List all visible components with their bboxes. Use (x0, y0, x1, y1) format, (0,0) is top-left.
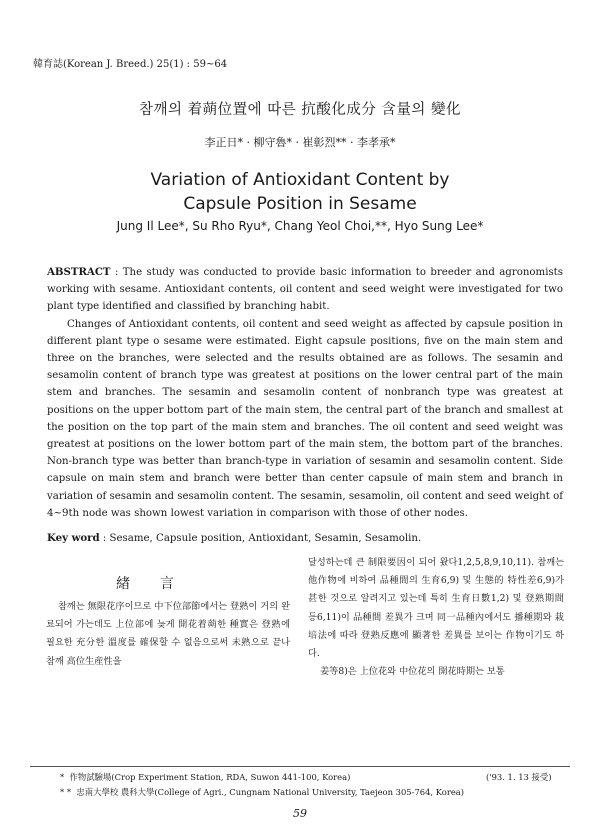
footnote-2 (60, 786, 464, 798)
korean-authors: 李正日* · 柳守魯* · 崔彰烈** · 李孝承* (204, 136, 396, 149)
section-heading-introduction: 緖言 (116, 576, 204, 592)
abstract (47, 264, 563, 522)
english-title-line1: Variation of Antioxidant Content by (150, 170, 450, 190)
keywords-label: Key word (47, 532, 100, 544)
english-authors: Jung Il Lee*, Su Rho Ryu*, Chang Yeol Choi,**, Hyo Sung Lee* (116, 219, 484, 233)
body-column-left (46, 598, 290, 671)
korean-title: 참깨의 着蒴位置에 따른 抗酸化成分 含量의 變化 (138, 102, 462, 118)
keywords-text: : Sesame, Capsule position, Antioxidant, Sesamin, Sesamolin. (99, 533, 422, 544)
received-date: ('93. 1. 13 接受) (486, 772, 552, 782)
keywords (47, 532, 563, 544)
english-title (0, 168, 600, 216)
footnote-2-mark: * * (60, 787, 72, 797)
abstract-text-1: : The study was conducted to provide basic information to breeder and agronomists working with sesame. Antioxidant contents, oil content and seed weight were investigated for two plant type identified and classified by branching habit. (47, 267, 563, 313)
footnote-divider (30, 766, 570, 767)
abstract-paragraph-1 (47, 264, 563, 316)
journal-reference: 韓育誌(Korean J. Breed.) 25(1) : 59~64 (33, 59, 228, 70)
footnote-1-mark: * (60, 772, 65, 782)
english-title-line2: Capsule Position in Sesame (183, 194, 417, 214)
body-right-paragraph-2: 姜等8)은 上位花와 中位花의 開花時期는 보통 (320, 666, 505, 678)
footnote-1-text: 作物試驗場(Crop Experiment Station, RDA, Suwon 441-100, Korea) (69, 772, 351, 782)
abstract-paragraph-2: Changes of Antioxidant contents, oil content and seed weight as affected by capsule position in different plant type o sesame were estimated. Eight capsule positions, five on the main stem and three on the branches, were selected and the results obtained are as follows. The sesamin and sesamolin content of branch type was greatest at positions on the lower central part of the main stem and branches. The sesamin and sesamolin content of nonbranch type was greatest at positions on the upper bottom part of the main stem, the central part of the branch and smallest at the position on the top part of the main stem and branches. The oil content and seed weight was greatest at positions on the lower bottom part of the main stem, the bottom part of the branches. Non-branch type was better than branch-type in variation of sesamin and sesamolin content. Side capsule on main stem and branch were better than center capsule of main stem and branch in variation of sesamin and sesamolin content. The sesamin, sesamolin, oil content and seed weight of 4~9th node was shown lowest variation in comparison with those of other nodes. (47, 318, 563, 519)
page-number: 59 (293, 807, 307, 820)
footnote-2-text: 忠南大學校 農科大學(College of Agri., Cungnam National University, Taejeon 305-764, Korea) (76, 787, 465, 797)
body-column-right (308, 554, 564, 681)
body-right-paragraph-1: 달성하는데 큰 制限要因이 되어 왔다1,2,5,8,9,10,11). 참깨는 他作物에 비하여 品種間의 生育6,9) 및 生態的 特性差6,9)가 甚한 것으로 알려지고 있는데 특히 生育日數1,2) 및 登熟期間 등6,11)이 品種間 差異가 크며 同一品種內에서도 播種期와 栽培法에 따라 登熟反應에 顯著한 差異를 보이는 作物이기도 하다. (308, 557, 564, 660)
abstract-label: ABSTRACT (47, 266, 111, 278)
body-left-paragraph: 참깨는 無限花序이므로 中下位部節에서는 登熟이 거의 완료되어 가는데도 上位部에 늦게 開花着蒴한 種實은 登熟에 필요한 充分한 溫度를 確保할 수 없음으로써 未熟으로 끝나 참깨 高位生産性을 (46, 601, 290, 667)
footnote-1 (60, 771, 350, 783)
